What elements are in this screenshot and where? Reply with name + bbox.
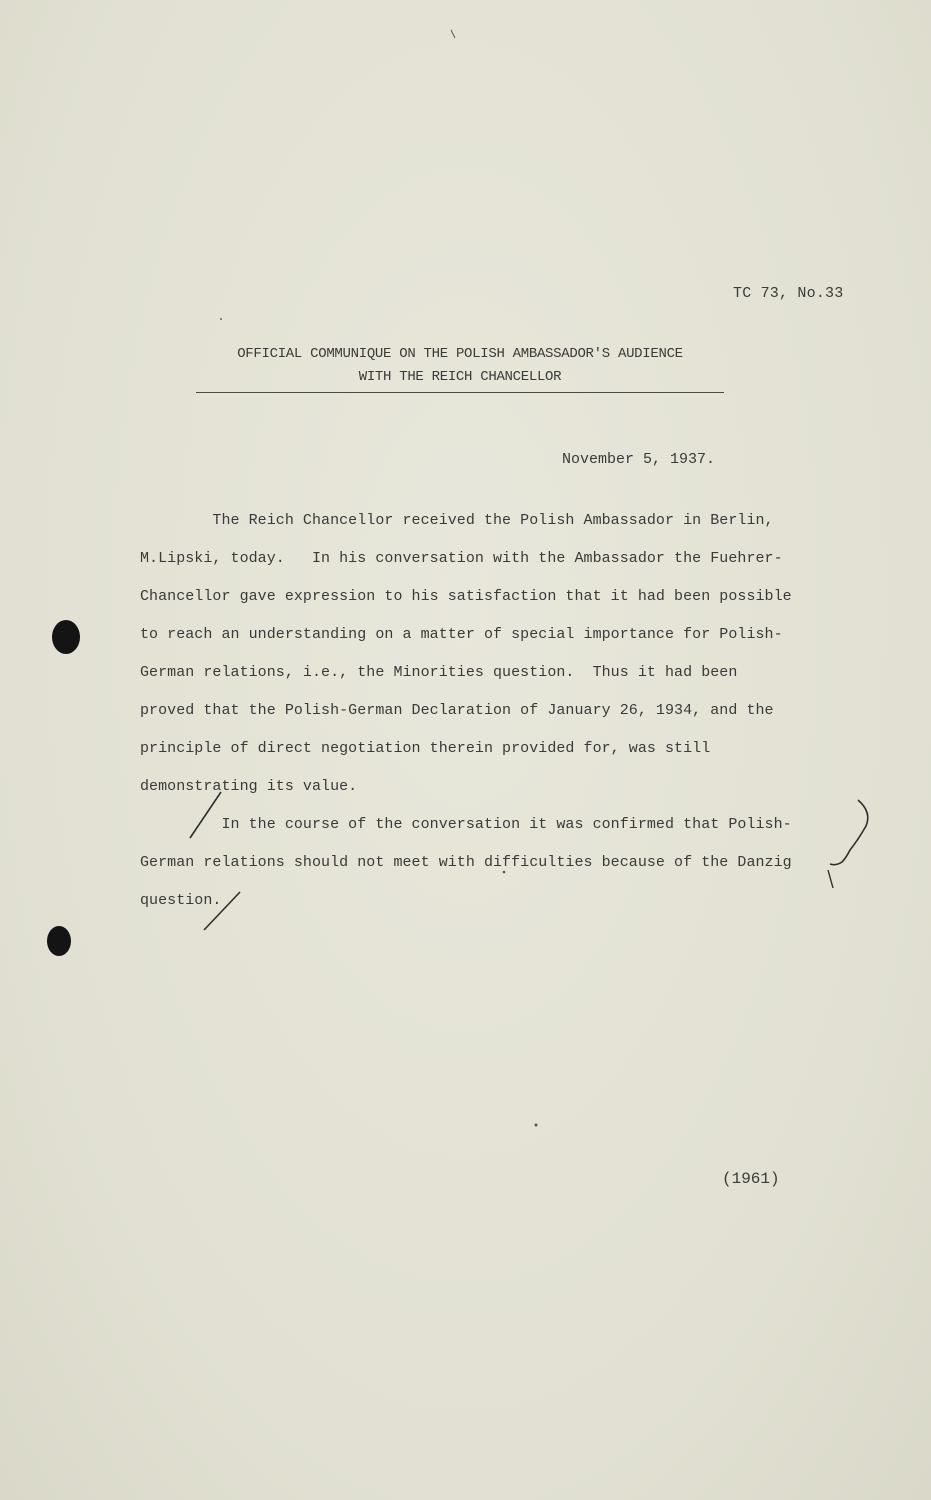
reference-number: TC 73, No.33 — [733, 285, 844, 302]
document-title — [196, 343, 724, 389]
text-line: proved that the Polish-German Declaration of January 26, 1934, and the — [140, 702, 774, 719]
paragraph-1 — [140, 502, 792, 806]
text-line: The Reich Chancellor received the Polish Ambassador in Berlin, — [140, 512, 774, 529]
text-line: Chancellor gave expression to his satisfaction that it had been possible — [140, 588, 792, 605]
text-line: to reach an understanding on a matter of special importance for Polish- — [140, 626, 783, 643]
page-number: (1961) — [722, 1170, 780, 1188]
stray-dot — [535, 1124, 538, 1127]
text-line: M.Lipski, today. In his conversation with the Ambassador the Fuehrer- — [140, 550, 783, 567]
stray-mark — [451, 30, 455, 38]
text-line: German relations, i.e., the Minorities question. Thus it had been — [140, 664, 738, 681]
punch-hole — [47, 926, 71, 956]
pencil-bracket-mark — [830, 800, 868, 865]
stray-dot — [220, 318, 222, 320]
title-underline — [196, 392, 724, 393]
punch-hole — [52, 620, 80, 654]
text-line: demonstrating its value. — [140, 778, 358, 795]
text-line: principle of direct negotiation therein provided for, was still — [140, 740, 711, 757]
title-line-1: OFFICIAL COMMUNIQUE ON THE POLISH AMBASSADOR'S AUDIENCE — [237, 346, 683, 362]
text-line: German relations should not meet with difficulties because of the Danzig — [140, 854, 792, 871]
text-line: In the course of the conversation it was confirmed that Polish- — [140, 816, 792, 833]
title-line-2: WITH THE REICH CHANCELLOR — [358, 369, 562, 385]
paragraph-2 — [140, 806, 792, 920]
pencil-tick-mark — [828, 870, 833, 888]
text-line: question. — [140, 892, 222, 909]
document-date: November 5, 1937. — [562, 451, 716, 468]
